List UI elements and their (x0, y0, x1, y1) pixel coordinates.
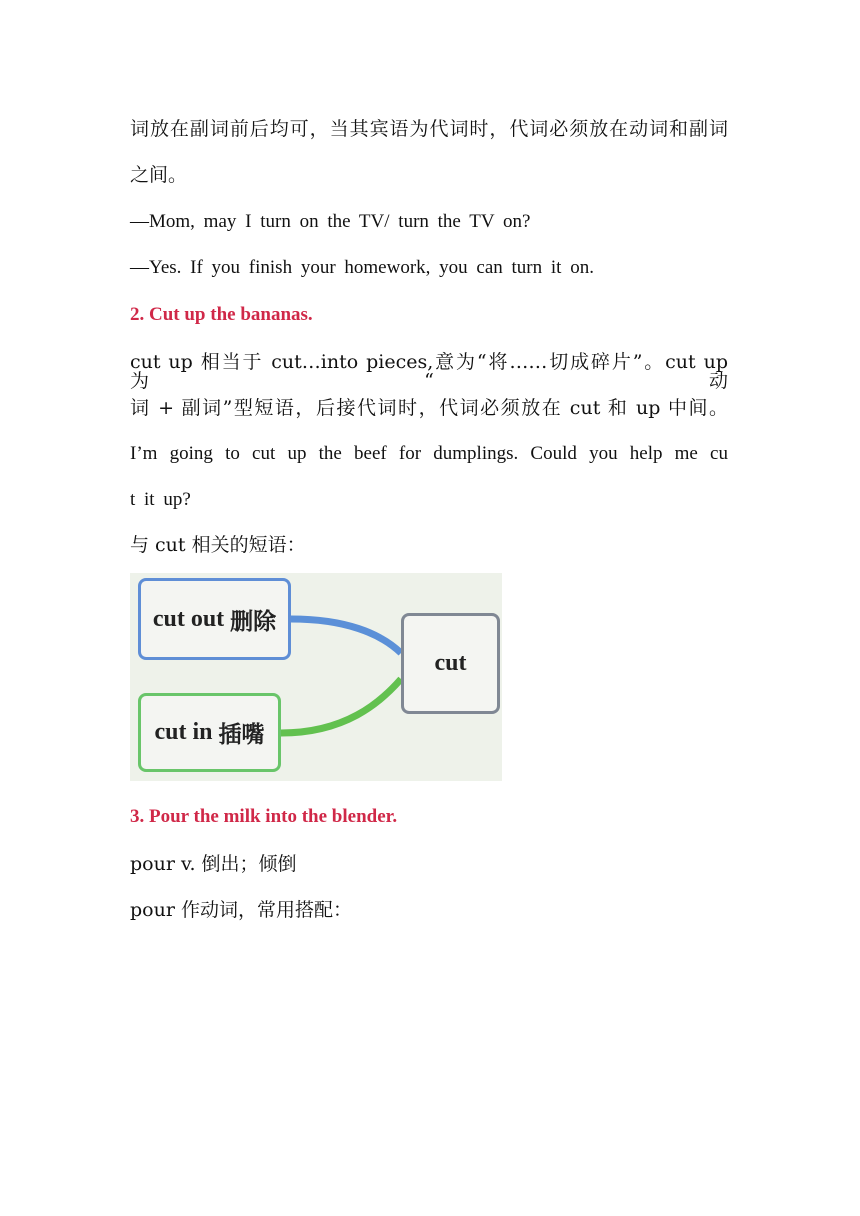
text-line: pour v. 倒出；倾倒 (130, 853, 297, 875)
node-cut-in (138, 693, 281, 772)
text-line: 词放在副词前后均可，当其宾语为代词时，代词必须放在动词和副词 (130, 118, 728, 140)
meaning-text: 插嘴 (218, 722, 265, 748)
node-center-cut (401, 613, 500, 714)
phrase-text: cut out (152, 605, 225, 632)
phrase-mind-map (130, 573, 502, 781)
connector-cut-in (281, 679, 401, 733)
text-line: cut up 相当于 cut…into pieces,意为“将……切成碎片”。cut up 为“动 (130, 351, 728, 392)
phrase-text: cut in (154, 719, 213, 745)
example-sentence: I’m going to cut up the beef for dumplings. Could you help me cu (130, 443, 728, 464)
text-line: 词 + 副词”型短语，后接代词时，代词必须放在 cut 和 up 中间。 (130, 397, 728, 419)
text-line: pour 作动词，常用搭配： (130, 899, 352, 921)
example-sentence: —Mom, may I turn on the TV/ turn the TV on? (130, 211, 531, 232)
text-line: 之间。 (130, 164, 188, 186)
connector-cut-out (291, 619, 401, 653)
text-line: 与 cut 相关的短语： (130, 534, 306, 556)
section-heading: 2. Cut up the bananas. (130, 304, 313, 325)
meaning-text: 删除 (230, 608, 277, 635)
example-sentence: t it up? (130, 489, 191, 510)
node-cut-out (138, 578, 291, 660)
example-sentence: —Yes. If you finish your homework, you can turn it on. (130, 257, 594, 278)
section-heading: 3. Pour the milk into the blender. (130, 806, 398, 827)
center-text: cut (434, 650, 467, 676)
